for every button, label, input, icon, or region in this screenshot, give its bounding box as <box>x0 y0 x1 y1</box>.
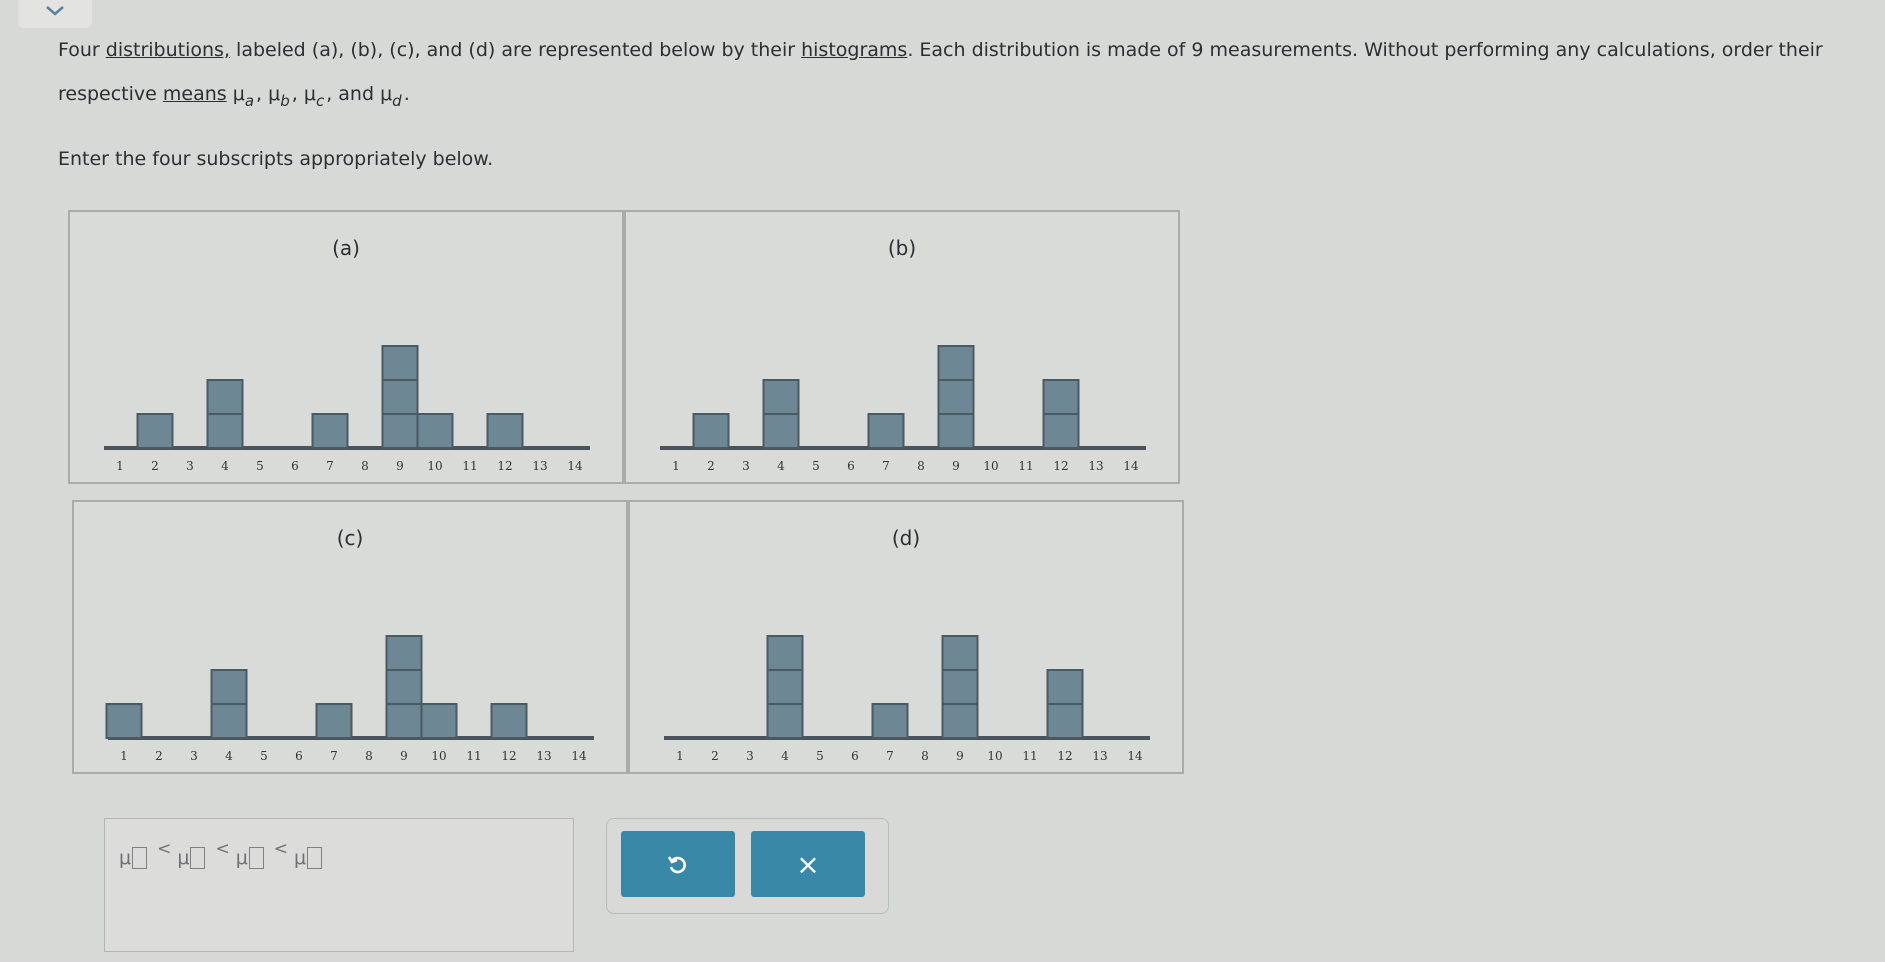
subscript-slot-3[interactable] <box>249 847 264 869</box>
histogram-title: (a) <box>332 236 360 260</box>
histogram-bar-unit <box>492 704 527 738</box>
answer-area <box>104 818 574 952</box>
histogram-bar-unit <box>943 704 978 738</box>
x-tick-label: 13 <box>532 459 548 473</box>
x-tick-label: 4 <box>777 459 785 473</box>
subscript-slot-4[interactable] <box>307 847 322 869</box>
distributions-link[interactable]: distributions, <box>105 39 230 61</box>
x-tick-label: 1 <box>676 749 684 763</box>
histogram-bar-unit <box>939 380 974 414</box>
x-tick-label: 14 <box>567 459 583 473</box>
histogram-bar-unit <box>1048 670 1083 704</box>
x-tick-label: 14 <box>571 749 587 763</box>
histogram-bar-unit <box>387 670 422 704</box>
x-tick-label: 11 <box>1018 459 1034 473</box>
mu-d: $\mu_d$ <box>380 83 402 110</box>
x-tick-label: 10 <box>987 749 1003 763</box>
close-icon: × <box>796 847 820 881</box>
histogram-bar-unit <box>212 670 247 704</box>
x-tick-label: 1 <box>116 459 124 473</box>
x-tick-label: 2 <box>155 749 163 763</box>
histogram-bar-unit <box>939 346 974 380</box>
x-tick-label: 14 <box>1123 459 1139 473</box>
x-tick-label: 4 <box>225 749 233 763</box>
x-tick-label: 11 <box>1022 749 1038 763</box>
question-text: Four distributions, labeled (a), (b), (c), and (d) are represented below by their histograms. Each distribution is made of 9 measurements. Without performing any calculations, order their respective means $\mu_a$ , $\mu_b$ , $\mu_c$ , and $\mu_d$ . <box>58 39 1823 110</box>
x-tick-label: 8 <box>921 749 929 763</box>
histogram-bar-unit <box>943 636 978 670</box>
histogram-panel-c <box>72 500 628 774</box>
x-tick-label: 13 <box>536 749 552 763</box>
histogram-a <box>70 212 622 482</box>
x-tick-label: 5 <box>256 459 264 473</box>
x-tick-label: 12 <box>1053 459 1069 473</box>
x-tick-label: 3 <box>742 459 750 473</box>
histogram-d <box>630 502 1182 772</box>
x-tick-label: 1 <box>120 749 128 763</box>
histogram-bar-unit <box>422 704 457 738</box>
undo-icon <box>666 852 690 876</box>
x-tick-label: 9 <box>956 749 964 763</box>
histogram-bar-unit <box>383 380 418 414</box>
x-tick-label: 8 <box>917 459 925 473</box>
x-tick-label: 5 <box>812 459 820 473</box>
x-tick-label: 1 <box>672 459 680 473</box>
x-tick-label: 9 <box>952 459 960 473</box>
x-tick-label: 3 <box>190 749 198 763</box>
collapse-toggle[interactable] <box>18 0 92 28</box>
x-tick-label: 2 <box>707 459 715 473</box>
mu-a: $\mu_a$ <box>232 83 255 110</box>
histogram-bar-unit <box>418 414 453 448</box>
subscript-slot-2[interactable] <box>190 847 205 869</box>
histogram-bar-unit <box>1044 414 1079 448</box>
histogram-panel-d <box>628 500 1184 774</box>
histogram-bar-unit <box>313 414 348 448</box>
histogram-bar-unit <box>764 414 799 448</box>
histogram-title: (d) <box>891 526 921 550</box>
subscript-slot-1[interactable] <box>132 847 147 869</box>
x-tick-label: 3 <box>746 749 754 763</box>
histogram-panel-b <box>624 210 1180 484</box>
x-tick-label: 12 <box>497 459 513 473</box>
histogram-bar-unit <box>764 380 799 414</box>
x-tick-label: 13 <box>1088 459 1104 473</box>
x-tick-label: 2 <box>711 749 719 763</box>
x-tick-label: 10 <box>983 459 999 473</box>
x-tick-label: 10 <box>427 459 443 473</box>
histogram-bar-unit <box>869 414 904 448</box>
x-tick-label: 7 <box>326 459 334 473</box>
histogram-title: (b) <box>887 236 917 260</box>
means-link[interactable]: means <box>162 83 227 105</box>
order-expression: μ < μ < μ < μ <box>119 847 326 869</box>
histogram-bar-unit <box>1044 380 1079 414</box>
histogram-bar-unit <box>138 414 173 448</box>
histogram-bar-unit <box>387 636 422 670</box>
x-tick-label: 4 <box>781 749 789 763</box>
histogram-bar-unit <box>387 704 422 738</box>
x-tick-label: 5 <box>816 749 824 763</box>
x-tick-label: 8 <box>361 459 369 473</box>
x-tick-label: 14 <box>1127 749 1143 763</box>
histogram-bar-unit <box>107 704 142 738</box>
histogram-panel-a <box>68 210 624 484</box>
chevron-down-icon <box>45 4 65 18</box>
x-tick-label: 7 <box>882 459 890 473</box>
histogram-b <box>626 212 1178 482</box>
histogram-bar-unit <box>939 414 974 448</box>
x-tick-label: 10 <box>431 749 447 763</box>
mu-c: $\mu_c$ <box>303 83 325 110</box>
x-tick-label: 2 <box>151 459 159 473</box>
histogram-bar-unit <box>1048 704 1083 738</box>
x-tick-label: 13 <box>1092 749 1108 763</box>
x-tick-label: 12 <box>501 749 517 763</box>
histogram-bar-unit <box>943 670 978 704</box>
histogram-bar-unit <box>383 346 418 380</box>
histogram-bar-unit <box>208 414 243 448</box>
x-tick-label: 11 <box>462 459 478 473</box>
clear-button[interactable] <box>751 831 865 897</box>
histogram-bar-unit <box>212 704 247 738</box>
x-tick-label: 9 <box>400 749 408 763</box>
histogram-bar-unit <box>768 670 803 704</box>
histogram-title: (c) <box>336 526 364 550</box>
x-tick-label: 7 <box>886 749 894 763</box>
histogram-bar-unit <box>488 414 523 448</box>
x-tick-label: 8 <box>365 749 373 763</box>
histogram-c <box>74 502 626 772</box>
x-tick-label: 6 <box>291 459 299 473</box>
x-tick-label: 6 <box>851 749 859 763</box>
answer-tools <box>606 818 889 914</box>
x-tick-label: 12 <box>1057 749 1073 763</box>
x-tick-label: 3 <box>186 459 194 473</box>
x-tick-label: 7 <box>330 749 338 763</box>
x-tick-label: 9 <box>396 459 404 473</box>
undo-button[interactable] <box>621 831 735 897</box>
x-tick-label: 6 <box>847 459 855 473</box>
x-tick-label: 5 <box>260 749 268 763</box>
histograms-link[interactable]: histograms <box>801 39 908 61</box>
histogram-bar-unit <box>694 414 729 448</box>
histogram-bar-unit <box>208 380 243 414</box>
histogram-bar-unit <box>317 704 352 738</box>
instruction-text: Enter the four subscripts appropriately below. <box>58 148 494 170</box>
histogram-bar-unit <box>768 704 803 738</box>
histogram-bar-unit <box>768 636 803 670</box>
x-tick-label: 4 <box>221 459 229 473</box>
mu-b: $\mu_b$ <box>268 83 290 110</box>
histogram-bar-unit <box>873 704 908 738</box>
x-tick-label: 6 <box>295 749 303 763</box>
x-tick-label: 11 <box>466 749 482 763</box>
histogram-bar-unit <box>383 414 418 448</box>
